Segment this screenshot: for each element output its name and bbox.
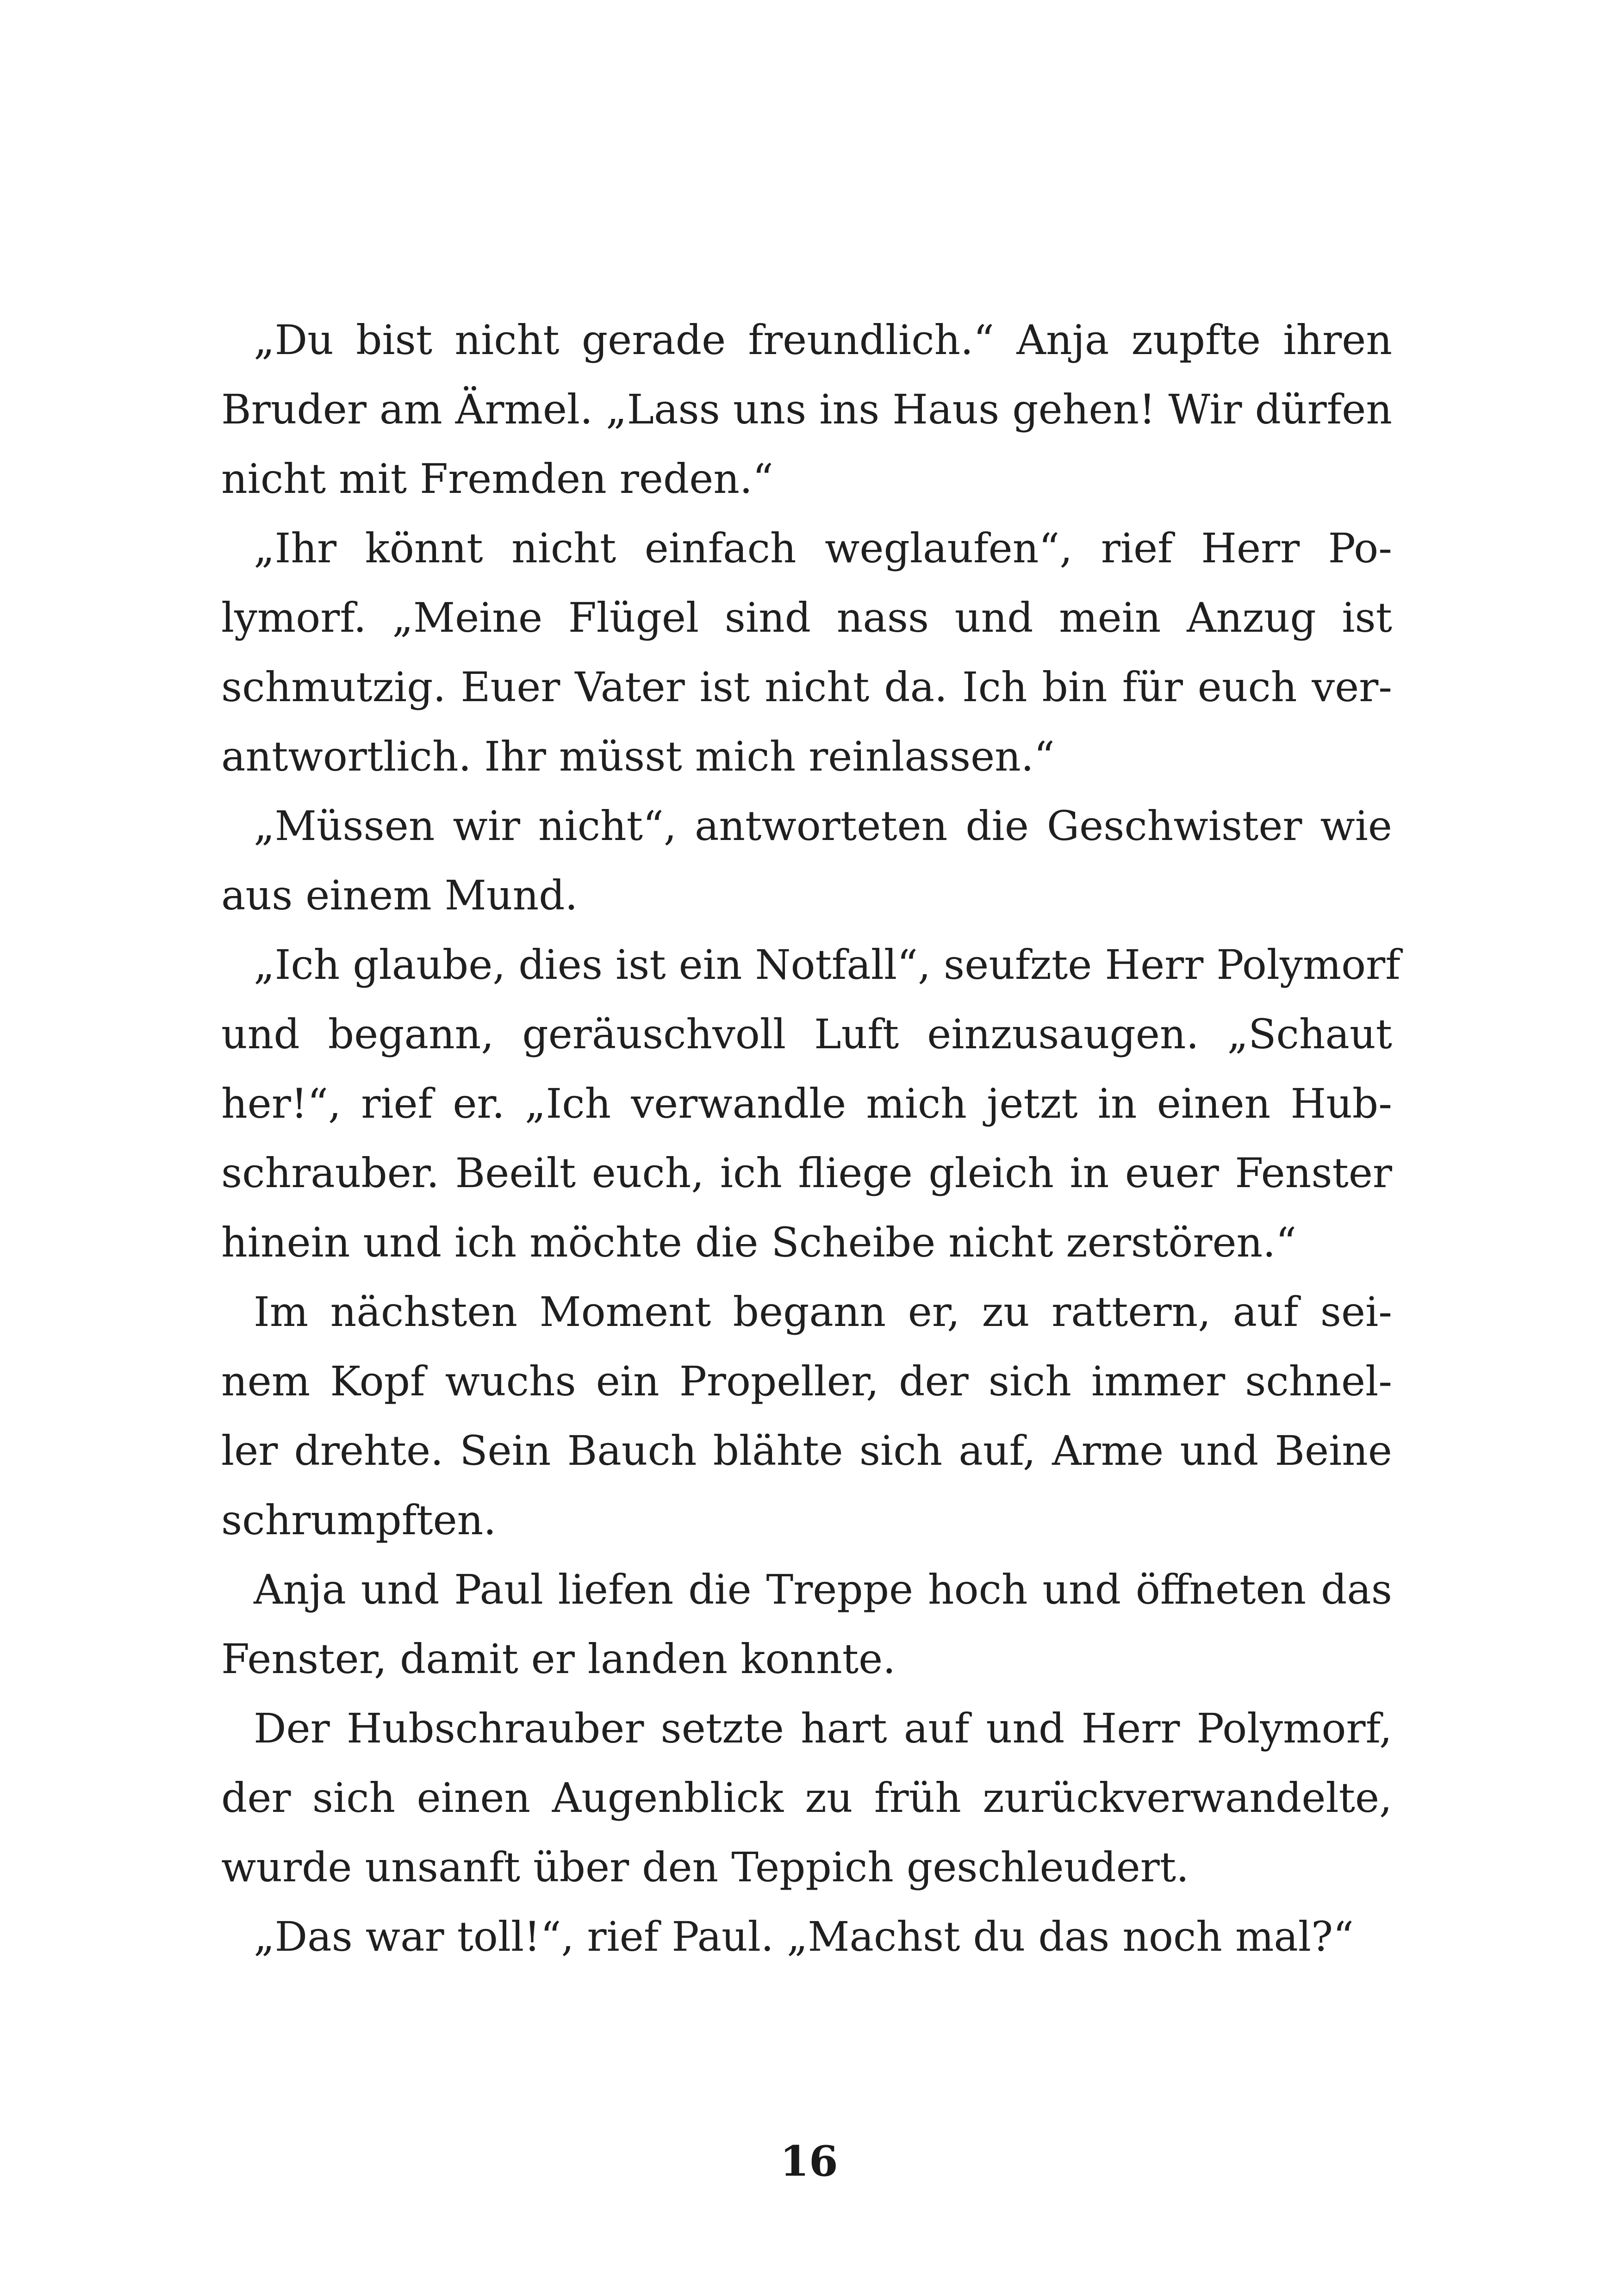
text-line: Im nächsten Moment begann er, zu rattern, auf sei-	[254, 1288, 1392, 1336]
text-line: Fenster, damit er landen konnte.	[221, 1635, 896, 1683]
text-line: der sich einen Augenblick zu früh zurückverwandelte,	[221, 1774, 1392, 1822]
text-line: antwortlich. Ihr müsst mich reinlassen.“	[221, 733, 1055, 780]
page-number: 16	[780, 2137, 838, 2186]
text-line: ler drehte. Sein Bauch blähte sich auf, Arme und Beine	[221, 1427, 1392, 1475]
text-line: „Müssen wir nicht“, antworteten die Geschwister wie	[254, 802, 1392, 850]
text-line: „Du bist nicht gerade freundlich.“ Anja zupfte ihren	[254, 316, 1392, 364]
text-line: nem Kopf wuchs ein Propeller, der sich immer schnel-	[221, 1357, 1392, 1405]
text-line: schrauber. Beeilt euch, ich fliege gleich in euer Fenster	[221, 1149, 1392, 1197]
text-line: lymorf. „Meine Flügel sind nass und mein Anzug ist	[221, 594, 1392, 641]
text-line: aus einem Mund.	[221, 871, 578, 919]
text-line: „Ihr könnt nicht einfach weglaufen“, rief Herr Po-	[254, 524, 1392, 572]
text-line: und begann, geräuschvoll Luft einzusaugen. „Schaut	[221, 1010, 1392, 1058]
text-line: hinein und ich möchte die Scheibe nicht zerstören.“	[221, 1219, 1297, 1266]
text-line: Der Hubschrauber setzte hart auf und Herr Polymorf,	[254, 1705, 1392, 1752]
text-line: Anja und Paul liefen die Treppe hoch und öffneten das	[254, 1566, 1392, 1613]
text-line: „Ich glaube, dies ist ein Notfall“, seufzte Herr Polymorf	[254, 941, 1400, 989]
text-line: schrumpften.	[221, 1496, 497, 1544]
text-line: nicht mit Fremden reden.“	[221, 455, 773, 503]
text-line: „Das war toll!“, rief Paul. „Machst du das noch mal?“	[254, 1913, 1354, 1960]
text-line: Bruder am Ärmel. „Lass uns ins Haus gehen! Wir dürfen	[221, 386, 1392, 433]
text-line: schmutzig. Euer Vater ist nicht da. Ich bin für euch ver-	[221, 663, 1392, 711]
text-line: wurde unsanft über den Teppich geschleudert.	[221, 1843, 1189, 1891]
text-line: her!“, rief er. „Ich verwandle mich jetzt in einen Hub-	[221, 1080, 1392, 1127]
